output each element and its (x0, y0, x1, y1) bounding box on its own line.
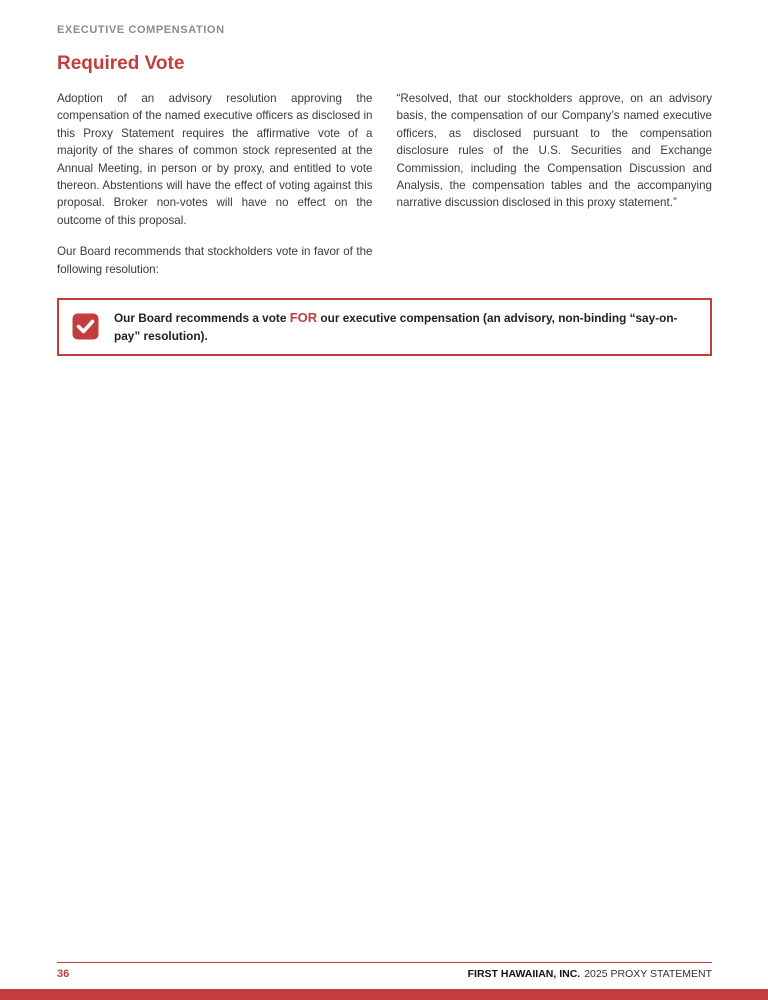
left-paragraph-2: Our Board recommends that stockholders vote in favor of the following resolution: (57, 245, 373, 276)
page-content (57, 24, 712, 356)
recommendation-text (114, 309, 697, 345)
left-column (57, 90, 373, 292)
recommendation-text-post: our executive compensation (an advisory, non-binding “say-on-pay” resolution). (114, 310, 678, 343)
recommendation-vote-for: FOR (289, 309, 318, 325)
right-column (397, 90, 713, 292)
page-footer (57, 968, 712, 980)
page-title: Required Vote (57, 53, 185, 74)
resolution-quote: “Resolved, that our stockholders approve, on an advisory basis, the compensation of our Company’s named executive officers, as disclosed pursuant to the compensation disclosure rules of the U.S. Securities and Exchange Commission, including the Compensation Discussion and Analysis, the compensation tables and the accompanying narrative discussion disclosed in this proxy statement.” (396, 92, 712, 210)
recommendation-box (57, 298, 712, 356)
checkmark-icon (72, 313, 99, 340)
page-number: 36 (57, 968, 70, 980)
section-label: EXECUTIVE COMPENSATION (57, 24, 225, 36)
company-name: FIRST HAWAIIAN, INC. (467, 968, 581, 980)
footer-right (468, 968, 712, 980)
two-column-body (57, 90, 712, 292)
recommendation-text-pre: Our Board recommends a vote (114, 310, 290, 325)
footer-divider (57, 962, 712, 963)
bottom-accent-bar (0, 989, 768, 1000)
document-name: 2025 PROXY STATEMENT (584, 968, 712, 980)
left-paragraph-1: Adoption of an advisory resolution approving the compensation of the named executive officers as disclosed in this Proxy Statement requires the affirmative vote of a majority of the shares of common stock represented at the Annual Meeting, in person or by proxy, and entitled to vote thereon. Abstentions will have the effect of voting against this proposal. Broker non-votes will have no effect on the outcome of this proposal. (57, 92, 373, 227)
